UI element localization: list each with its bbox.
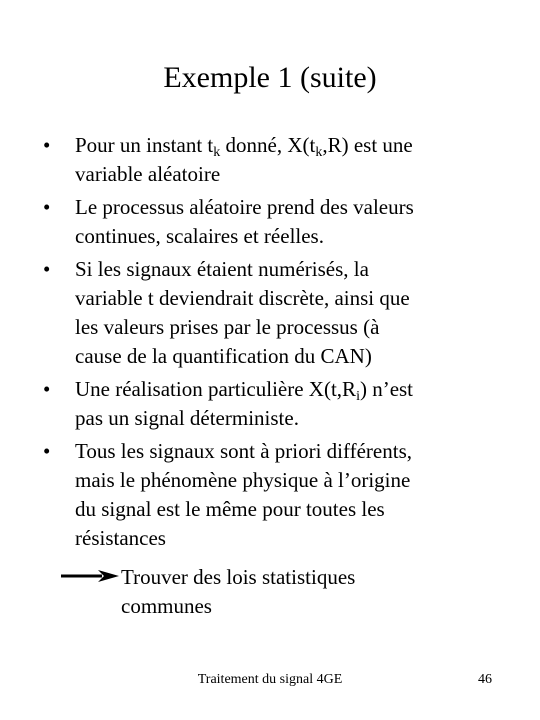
bullet-line: pas un signal déterministe.	[75, 406, 299, 430]
bullet-line: variable t deviendrait discrète, ainsi que	[75, 286, 410, 310]
bullet-line: continues, scalaires et réelles.	[75, 224, 324, 248]
bullet-line: cause de la quantification du CAN)	[75, 344, 372, 368]
bullet-item-4	[0, 375, 500, 433]
bullet-line: Tous les signaux sont à priori différents,	[75, 439, 413, 463]
page-number: 46	[478, 672, 492, 687]
bullet-line: mais le phénomène physique à l’origine	[75, 468, 411, 492]
bullet-line: variable aléatoire	[75, 162, 221, 186]
bullet-item-3	[0, 255, 500, 371]
conclusion-line: communes	[121, 594, 212, 618]
footer-course-title: Traitement du signal 4GE	[197, 672, 343, 687]
slide-title: Exemple 1 (suite)	[163, 61, 377, 94]
bullet-dot: •	[43, 133, 51, 157]
bullet-dot: •	[43, 195, 51, 219]
bullet-line: du signal est le même pour toutes les	[75, 497, 385, 521]
bullet-line: résistances	[75, 526, 166, 550]
bullet-line: Si les signaux étaient numérisés, la	[75, 257, 369, 281]
conclusion	[60, 563, 480, 621]
bullet-line: les valeurs prises par le processus (à	[75, 315, 380, 339]
conclusion-line: Trouver des lois statistiques	[121, 565, 356, 589]
arrow-right-icon	[60, 569, 120, 583]
bullet-list	[0, 131, 540, 557]
bullet-dot: •	[43, 439, 51, 463]
bullet-line: Une réalisation particulière $X(t,R_i)$ n’est	[75, 377, 414, 404]
bullet-item-5	[0, 437, 500, 553]
bullet-item-2	[0, 193, 500, 251]
bullet-line: Pour un instant $t_k$ donné, $X(t_k,R)$ est une	[75, 133, 413, 160]
bullet-item-1	[0, 131, 500, 189]
bullet-dot: •	[43, 257, 51, 281]
bullet-dot: •	[43, 377, 51, 401]
bullet-line: Le processus aléatoire prend des valeurs	[75, 195, 414, 219]
conclusion-text	[60, 563, 480, 621]
